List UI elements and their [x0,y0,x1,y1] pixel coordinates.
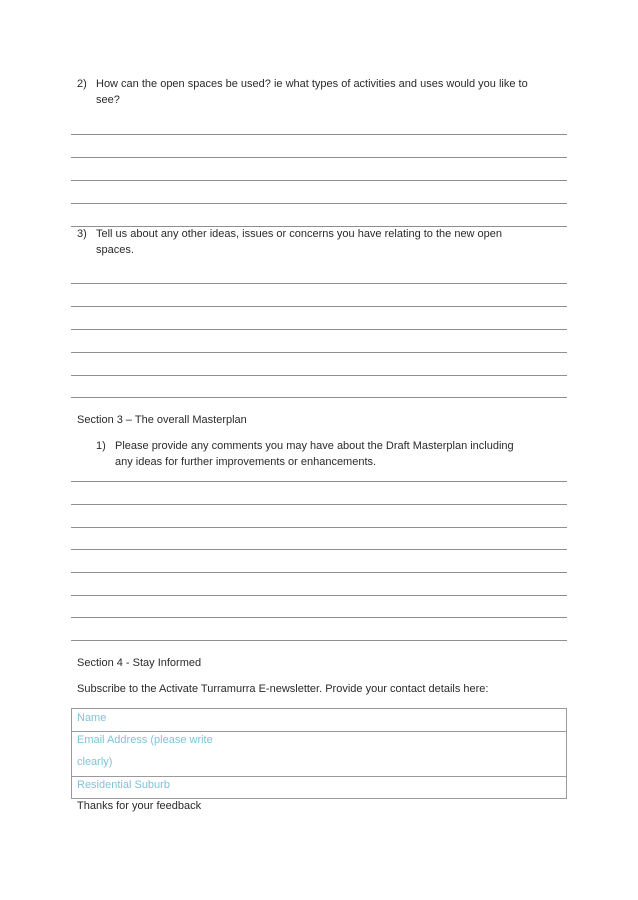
section-3-heading: Section 3 – The overall Masterplan [77,414,247,426]
answer-line-s3-2[interactable] [71,504,567,505]
answer-line-q2-2[interactable] [71,157,567,158]
section-3-question-1-number: 1) [96,440,106,452]
question-3-text-line2: spaces. [96,244,134,256]
answer-line-q3-2[interactable] [71,306,567,307]
newsletter-intro: Subscribe to the Activate Turramurra E-newsletter. Provide your contact details here: [77,683,489,695]
answer-line-q2-3[interactable] [71,180,567,181]
answer-line-q3-3[interactable] [71,329,567,330]
question-3-number: 3) [77,228,87,240]
suburb-field-label: Residential Suburb [77,779,170,791]
question-3-text-line1: Tell us about any other ideas, issues or concerns you have relating to the new open [96,228,503,240]
question-2-text-line2: see? [96,94,120,106]
email-field[interactable] [71,731,567,777]
answer-line-q3-5[interactable] [71,375,567,376]
question-2-text-line1: How can the open spaces be used? ie what types of activities and uses would you like to [96,78,528,90]
name-field-label: Name [77,712,107,724]
answer-line-q2-1[interactable] [71,134,567,135]
answer-line-q3-4[interactable] [71,352,567,353]
answer-line-s3-3[interactable] [71,527,567,528]
thanks-message: Thanks for your feedback [77,800,202,812]
answer-line-q3-6[interactable] [71,397,567,398]
answer-line-s3-6[interactable] [71,595,567,596]
section-4-heading: Section 4 - Stay Informed [77,657,202,669]
answer-line-s3-8[interactable] [71,640,567,641]
suburb-field[interactable] [71,776,567,799]
section-3-question-1-line2: any ideas for further improvements or enhancements. [115,456,377,468]
name-field[interactable] [71,708,567,732]
answer-line-q2-4[interactable] [71,203,567,204]
answer-line-q3-1[interactable] [71,283,567,284]
email-field-label-line1: Email Address (please write [77,734,213,746]
email-field-label-line2: clearly) [77,756,113,768]
answer-line-s3-4[interactable] [71,549,567,550]
section-3-question-1-line1: Please provide any comments you may have about the Draft Masterplan including [115,440,514,452]
question-2-number: 2) [77,78,87,90]
answer-line-s3-1[interactable] [71,481,567,482]
answer-line-s3-7[interactable] [71,617,567,618]
answer-line-s3-5[interactable] [71,572,567,573]
